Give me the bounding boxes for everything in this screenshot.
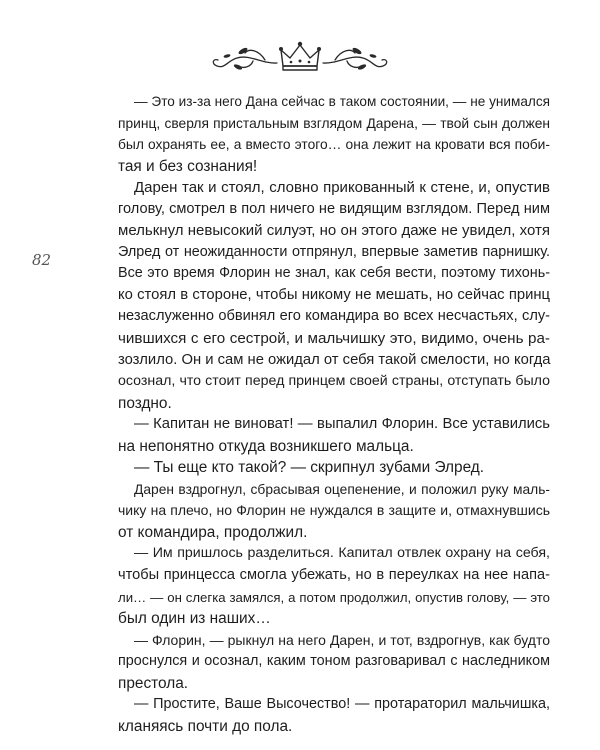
text-line: кланяясь почти до пола. [118, 717, 293, 735]
text-line: — Им пришлось разделиться. Капитал отвлек охрану на себя, [134, 545, 550, 562]
text-line: престола. [118, 674, 189, 692]
text-line: зозлило. Он и сам не ожидал от себя такой смелости, но когда [118, 351, 551, 368]
text-line: чику на плечо, но Флорин не нуждался в защите и, отмахнувшись [118, 502, 550, 519]
text-line: чившихся с его сестрой, и мальчишку это, видимо, очень ра- [118, 330, 550, 348]
text-line: — Это из-за него Дана сейчас в таком состоянии, — не унимался [134, 94, 550, 109]
page-number: 82 [32, 251, 52, 269]
body-text [118, 91, 550, 737]
text-line: поздно. [118, 394, 172, 412]
text-line: принц, сверля пристальным взглядом Дарена, — твой сын должен [118, 115, 550, 131]
text-line: — Простите, Ваше Высочество! — протараторил мальчишка, [134, 696, 550, 713]
text-line: ко стоял в стороне, чтобы никому не мешать, но сейчас принц [118, 286, 550, 303]
text-line: чтобы принцесса смогла убежать, но в переулках на нее напа- [118, 567, 550, 584]
text-line: голову, смотрел в пол ничего не видящим взглядом. Перед ним [118, 200, 550, 217]
text-line: ли… — он слегка замялся, а потом продолжил, опустив голову, — это [118, 589, 550, 605]
text-line: — Ты еще кто такой? — скрипнул зубами Элред. [134, 459, 485, 477]
text-line: проснулся и осознал, каким тоном разговаривал с наследником [118, 653, 550, 670]
text-line: мелькнул невысокий силуэт, но он этого даже не увидел, хотя [118, 222, 550, 240]
text-line: тая и без сознания! [118, 157, 258, 175]
text-line: — Флорин, — рыкнул на него Дарен, и тот, вздрогнув, как будто [134, 631, 550, 648]
text-line: Дарен так и стоял, словно прикованный к стене, и, опустив [134, 179, 550, 197]
text-line: Все это время Флорин не знал, как себя вести, поэтому тихонь- [118, 265, 550, 282]
text-line: Дарен вздрогнул, сбрасывая оцепенение, и положил руку маль- [134, 481, 550, 497]
text-line: осознал, что стоит перед принцем своей страны, отступать было [118, 373, 550, 390]
text-line: был охранять ее, а вместо этого… она лежит на кровати вся поби- [118, 137, 550, 153]
text-line: Элред от неожиданности отпрянул, впервые заметив парнишку. [118, 243, 550, 260]
text-line: — Капитан не виноват! — выпалил Флорин. Все уставились [134, 416, 550, 433]
text-line: от командира, продолжил. [118, 523, 308, 541]
crown-ornament [205, 36, 395, 76]
text-line: незаслуженно обвинял его командира во всех несчастьях, слу- [118, 308, 550, 325]
text-line: был один из наших… [118, 610, 271, 628]
text-line: на непонятно откуда возникшего мальца. [118, 437, 414, 455]
